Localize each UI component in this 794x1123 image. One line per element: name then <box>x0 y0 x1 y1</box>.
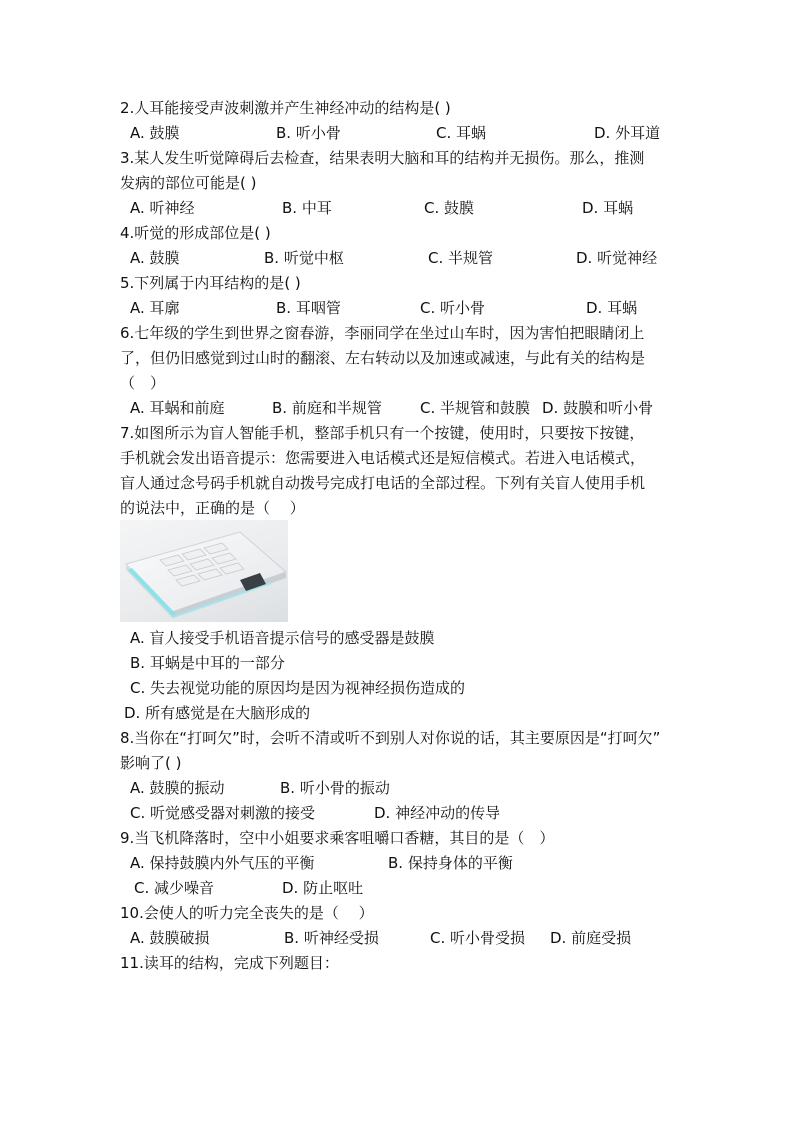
q8-option-d: D. 神经冲动的传导 <box>374 804 501 822</box>
q7-option-b: B. 耳蜗是中耳的一部分 <box>130 654 285 672</box>
q4-stem: 4.听觉的形成部位是( ) <box>120 224 271 242</box>
q7-stem-line3: 盲人通过念号码手机就自动拨号完成打电话的全部过程。下列有关盲人使用手机 <box>120 474 646 492</box>
q8-stem-line1: 8.当你在“打呵欠”时，会听不清或听不到别人对你说的话，其主要原因是“打呵欠” <box>120 729 661 747</box>
q10-option-d: D. 前庭受损 <box>550 929 632 947</box>
q7-option-d: D. 所有感觉是在大脑形成的 <box>124 704 311 722</box>
q4-option-a: A. 鼓膜 <box>130 249 180 267</box>
q5-option-b: B. 耳咽管 <box>276 299 341 317</box>
q7-stem-line4: 的说法中，正确的是（ ） <box>120 499 305 517</box>
q5-stem: 5.下列属于内耳结构的是( ) <box>120 274 301 292</box>
q9-option-b: B. 保持身体的平衡 <box>388 854 513 872</box>
q10-option-b: B. 听神经受损 <box>284 929 379 947</box>
q3-option-c: C. 鼓膜 <box>424 199 475 217</box>
q3-option-b: B. 中耳 <box>282 199 332 217</box>
q6-stem-line2: 了，但仍旧感觉到过山时的翻滚、左右转动以及加速或减速，与此有关的结构是 <box>120 349 646 367</box>
q3-option-a: A. 听神经 <box>130 199 195 217</box>
q5-option-d: D. 耳蜗 <box>586 299 638 317</box>
q5-option-c: C. 听小骨 <box>420 299 486 317</box>
q2-option-a: A. 鼓膜 <box>130 124 180 142</box>
blind-smartphone-image <box>120 520 288 622</box>
q4-option-d: D. 听觉神经 <box>576 249 658 267</box>
q8-option-b: B. 听小骨的振动 <box>280 779 390 797</box>
q6-stem-line1: 6.七年级的学生到世界之窗春游，李丽同学在坐过山车时，因为害怕把眼睛闭上 <box>120 324 645 342</box>
q2-option-c: C. 耳蜗 <box>436 124 487 142</box>
q8-option-c: C. 听觉感受器对刺激的接受 <box>130 804 316 822</box>
q3-stem-line2: 发病的部位可能是( ) <box>120 174 257 192</box>
q10-option-c: C. 听小骨受损 <box>430 929 526 947</box>
q4-option-b: B. 听觉中枢 <box>264 249 344 267</box>
q6-option-a: A. 耳蜗和前庭 <box>130 399 225 417</box>
q7-option-c: C. 失去视觉功能的原因均是因为视神经损伤造成的 <box>130 679 466 697</box>
q6-stem-line3: （ ） <box>120 374 166 392</box>
q10-option-a: A. 鼓膜破损 <box>130 929 210 947</box>
q3-stem-line1: 3.某人发生听觉障碍后去检查，结果表明大脑和耳的结构并无损伤。那么，推测 <box>120 149 645 167</box>
q8-stem-line2: 影响了( ) <box>120 754 182 772</box>
q9-stem: 9.当飞机降落时，空中小姐要求乘客咀嚼口香糖，其目的是（ ） <box>120 829 555 847</box>
q7-stem-line2: 手机就会发出语音提示：您需要进入电话模式还是短信模式。若进入电话模式， <box>120 449 646 467</box>
q4-option-c: C. 半规管 <box>428 249 494 267</box>
q7-stem-line1: 7.如图所示为盲人智能手机，整部手机只有一个按键，使用时，只要按下按键， <box>120 424 645 442</box>
q2-option-d: D. 外耳道 <box>594 124 661 142</box>
q10-stem: 10.会使人的听力完全丧失的是（ ） <box>120 904 374 922</box>
q9-option-d: D. 防止呕吐 <box>282 879 364 897</box>
smartphone-drawing <box>120 520 288 622</box>
q5-option-a: A. 耳廓 <box>130 299 180 317</box>
q9-option-a: A. 保持鼓膜内外气压的平衡 <box>130 854 315 872</box>
q6-option-b: B. 前庭和半规管 <box>272 399 382 417</box>
q2-option-b: B. 听小骨 <box>276 124 341 142</box>
q3-option-d: D. 耳蜗 <box>582 199 634 217</box>
q9-option-c: C. 减少噪音 <box>134 879 215 897</box>
q2-stem: 2.人耳能接受声波刺激并产生神经冲动的结构是( ) <box>120 99 451 117</box>
q8-option-a: A. 鼓膜的振动 <box>130 779 225 797</box>
q11-stem: 11.读耳的结构，完成下列题目： <box>120 954 339 972</box>
q6-option-c: C. 半规管和鼓膜 <box>420 399 531 417</box>
q7-option-a: A. 盲人接受手机语音提示信号的感受器是鼓膜 <box>130 629 435 647</box>
q6-option-d: D. 鼓膜和听小骨 <box>542 399 654 417</box>
